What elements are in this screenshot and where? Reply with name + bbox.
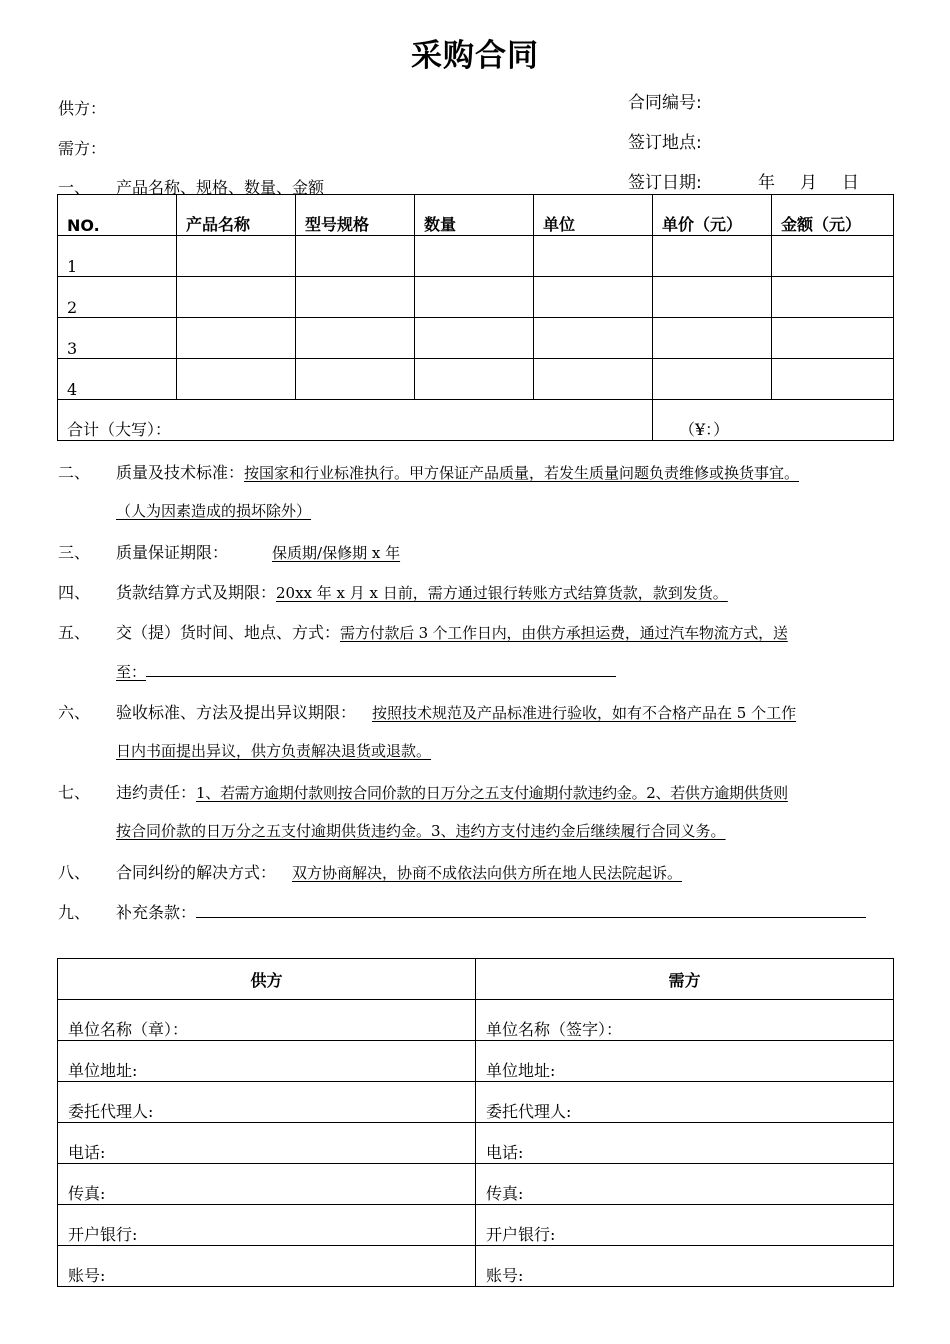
table-cell[interactable] <box>772 236 894 277</box>
clause-7-number: 七、 <box>58 783 91 802</box>
sign-place-label: 签订地点: <box>628 133 702 153</box>
table-cell[interactable] <box>772 318 894 359</box>
total-label: 合计（大写）： <box>58 400 653 441</box>
table-cell[interactable] <box>296 359 415 400</box>
clause-2-number: 二、 <box>58 463 91 482</box>
date-year: 年 <box>758 173 775 193</box>
table-cell[interactable] <box>772 359 894 400</box>
clause-6-label: 验收标准、方法及提出异议期限： <box>116 703 357 722</box>
supplier-bank[interactable]: 开户银行: <box>58 1205 476 1246</box>
clause-8-text: 双方协商解决，协商不成依法向供方所在地人民法院起诉。 <box>292 864 683 882</box>
table-row <box>58 1246 894 1287</box>
table-cell[interactable] <box>415 359 534 400</box>
table-row <box>58 1164 894 1205</box>
clause-4-text: 20xx 年 x 月 x 日前，需方通过银行转账方式结算货款，款到发货。 <box>276 584 728 602</box>
signature-table <box>57 958 894 1287</box>
buyer-address[interactable]: 单位地址: <box>476 1041 894 1082</box>
table-row <box>58 359 894 400</box>
clause-2-text: 按国家和行业标准执行。甲方保证产品质量，若发生质量问题负责维修或换货事宜。 <box>244 464 800 482</box>
clause-5-cont <box>116 660 616 682</box>
clause-7-text: 1、若需方逾期付款则按合同价款的日万分之五支付逾期付款违约金。2、若供方逾期供货则 <box>196 784 788 802</box>
buyer-phone[interactable]: 电话: <box>476 1123 894 1164</box>
product-table <box>57 194 894 441</box>
date-month: 月 <box>800 173 817 193</box>
buyer-agent[interactable]: 委托代理人: <box>476 1082 894 1123</box>
clause-6-text: 按照技术规范及产品标准进行验收，如有不合格产品在 5 个工作 <box>372 704 797 722</box>
table-cell[interactable] <box>653 318 772 359</box>
table-cell[interactable] <box>415 318 534 359</box>
document-title: 采购合同 <box>411 38 539 74</box>
clause-2-text-cont: （人为因素造成的损坏除外） <box>116 502 312 520</box>
contract-number-label: 合同编号: <box>628 93 702 113</box>
supplier-agent[interactable]: 委托代理人: <box>58 1082 476 1123</box>
row-number: 4 <box>58 359 177 400</box>
buyer-label: 需方： <box>58 139 107 158</box>
buyer-fax[interactable]: 传真: <box>476 1164 894 1205</box>
clause-8-label: 合同纠纷的解决方式： <box>116 863 277 882</box>
table-row <box>58 1082 894 1123</box>
table-cell[interactable] <box>534 277 653 318</box>
table-cell[interactable] <box>296 277 415 318</box>
clause-5-number: 五、 <box>58 623 91 642</box>
table-row <box>58 318 894 359</box>
table-cell[interactable] <box>415 277 534 318</box>
clause-9 <box>58 900 866 923</box>
col-product-name: 产品名称 <box>177 195 296 236</box>
supplier-account[interactable]: 账号: <box>58 1246 476 1287</box>
row-number: 1 <box>58 236 177 277</box>
total-yen: （¥：） <box>653 400 894 441</box>
table-cell[interactable] <box>177 277 296 318</box>
table-cell[interactable] <box>177 236 296 277</box>
clause-5-label: 交（提）货时间、地点、方式： <box>116 623 341 642</box>
supplementary-terms-blank[interactable] <box>196 901 866 918</box>
table-cell[interactable] <box>653 236 772 277</box>
supplier-label: 供方： <box>58 99 107 118</box>
table-row <box>58 236 894 277</box>
col-unit-price: 单价（元） <box>653 195 772 236</box>
table-cell[interactable] <box>177 359 296 400</box>
supplier-company-name[interactable]: 单位名称（章）： <box>58 1000 476 1041</box>
clause-3 <box>58 540 400 563</box>
clause-7 <box>58 780 788 803</box>
col-no: NO. <box>58 195 177 236</box>
clause-4 <box>58 580 728 603</box>
supplier-fax[interactable]: 传真: <box>58 1164 476 1205</box>
buyer-company-name[interactable]: 单位名称（签字）： <box>476 1000 894 1041</box>
clause-2-label: 质量及技术标准： <box>116 463 245 482</box>
table-row <box>58 1000 894 1041</box>
clause-2 <box>58 460 799 483</box>
clause-3-number: 三、 <box>58 543 91 562</box>
table-row <box>58 1041 894 1082</box>
clause-8-number: 八、 <box>58 863 91 882</box>
table-cell[interactable] <box>534 359 653 400</box>
clause-4-label: 货款结算方式及期限： <box>116 583 277 602</box>
col-unit: 单位 <box>534 195 653 236</box>
clause-4-number: 四、 <box>58 583 91 602</box>
col-amount: 金额（元） <box>772 195 894 236</box>
table-cell[interactable] <box>653 277 772 318</box>
delivery-address-blank[interactable] <box>146 660 616 677</box>
table-cell[interactable] <box>296 236 415 277</box>
total-row <box>58 400 894 441</box>
clause-5-text: 需方付款后 3 个工作日内，由供方承担运费，通过汽车物流方式，送 <box>340 624 788 642</box>
row-number: 2 <box>58 277 177 318</box>
section-1-title: 产品名称、规格、数量、金额 <box>116 178 325 197</box>
table-cell[interactable] <box>296 318 415 359</box>
table-cell[interactable] <box>415 236 534 277</box>
table-row <box>58 277 894 318</box>
table-cell[interactable] <box>534 236 653 277</box>
clause-5 <box>58 620 788 643</box>
clause-8 <box>58 860 682 883</box>
sign-date-label: 签订日期: <box>628 173 702 193</box>
table-cell[interactable] <box>772 277 894 318</box>
table-cell[interactable] <box>653 359 772 400</box>
col-quantity: 数量 <box>415 195 534 236</box>
table-row <box>58 1205 894 1246</box>
clause-7-label: 违约责任： <box>116 783 197 802</box>
clause-3-label: 质量保证期限： <box>116 543 229 562</box>
product-table-header <box>58 195 894 236</box>
clause-7-text-cont: 按合同价款的日万分之五支付逾期供货违约金。3、违约方支付违约金后继续履行合同义务。 <box>116 822 726 840</box>
table-row <box>58 1123 894 1164</box>
section-1-number: 一、 <box>58 178 91 197</box>
clause-9-label: 补充条款： <box>116 903 197 922</box>
buyer-bank[interactable]: 开户银行: <box>476 1205 894 1246</box>
clause-5-text-cont: 至： <box>116 663 147 681</box>
col-model-spec: 型号规格 <box>296 195 415 236</box>
clause-6-text-cont: 日内书面提出异议，供方负责解决退货或退款。 <box>116 742 432 760</box>
table-cell[interactable] <box>534 318 653 359</box>
row-number: 3 <box>58 318 177 359</box>
clause-3-text: 保质期/保修期 x 年 <box>272 544 401 562</box>
clause-6-number: 六、 <box>58 703 91 722</box>
clause-6 <box>58 700 796 723</box>
table-cell[interactable] <box>177 318 296 359</box>
buyer-header: 需方 <box>476 959 894 1000</box>
clause-9-number: 九、 <box>58 903 91 922</box>
signature-table-header <box>58 959 894 1000</box>
supplier-phone[interactable]: 电话: <box>58 1123 476 1164</box>
buyer-account[interactable]: 账号: <box>476 1246 894 1287</box>
supplier-header: 供方 <box>58 959 476 1000</box>
supplier-address[interactable]: 单位地址: <box>58 1041 476 1082</box>
date-day: 日 <box>842 173 859 193</box>
